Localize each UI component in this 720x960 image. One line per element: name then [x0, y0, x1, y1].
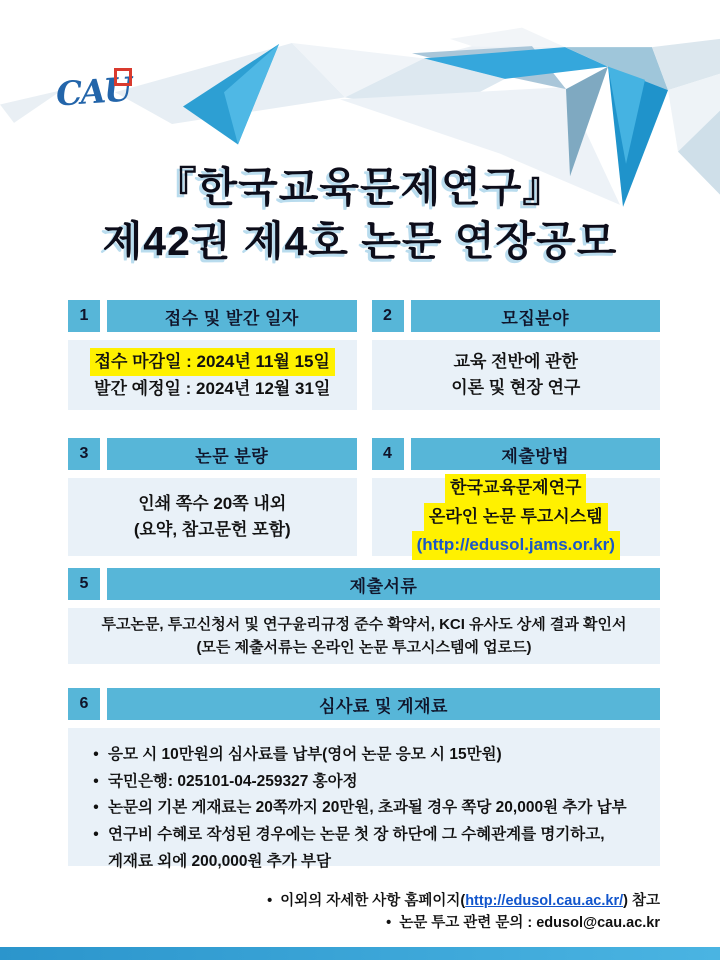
cau-logo: [54, 69, 146, 120]
section-number: 1: [68, 300, 100, 332]
bullet-icon: •: [386, 915, 392, 932]
cau-logo-text: CAU: [54, 69, 132, 114]
deadline-highlight: 접수 마감일 : 2024년 11월 15일: [90, 348, 335, 376]
section-number: 3: [68, 438, 100, 470]
system-desc-highlight: 온라인 논문 투고시스템: [424, 503, 608, 531]
section-number: 6: [68, 688, 100, 720]
fee-bullet: • 응모 시 10만원의 심사료를 납부(영어 논문 응모 시 15만원): [84, 742, 644, 769]
bullet-icon: •: [93, 746, 99, 763]
bullet-icon: •: [93, 799, 99, 817]
section-submission-method: [372, 438, 661, 556]
fee-bullet-continuation: 게재료 외에 200,000원 추가 부담: [108, 852, 331, 870]
footer-line-contact: [68, 912, 660, 934]
section-research-field: [372, 300, 661, 410]
bullet-icon: •: [93, 772, 99, 790]
section-title: 논문 분량: [107, 438, 357, 470]
content-line: 인쇄 쪽수 20쪽 내외: [138, 493, 287, 513]
section-body: [372, 478, 661, 556]
content-line: 투고논문, 투고신청서 및 연구윤리규정 준수 확약서, KCI 유사도 상세 결과 확인서: [101, 615, 627, 633]
section-title: 접수 및 발간 일자: [107, 300, 357, 332]
bottom-accent-bar: [0, 947, 720, 960]
bullet-icon: •: [267, 893, 273, 909]
section-number: 5: [68, 568, 100, 600]
system-name-highlight: 한국교육문제연구: [445, 474, 586, 502]
contact-email-text: 논문 투고 관련 문의 : edusol@cau.ac.kr: [399, 915, 660, 932]
content-line: 교육 전반에 관한: [453, 351, 578, 371]
section-title: 제출서류: [107, 568, 660, 600]
section-number: 4: [372, 438, 404, 470]
fee-bullet: • 국민은행: 025101-04-259327 홍아정: [84, 769, 644, 796]
section-body: [68, 608, 660, 664]
content-line: 이론 및 현장 연구: [451, 378, 581, 397]
homepage-link[interactable]: http://edusol.cau.ac.kr/: [465, 893, 624, 909]
footer-line-homepage: • 이외의 자세한 사항 홈페이지(http://edusol.cau.ac.kr/) 참고: [68, 890, 660, 912]
section-required-documents: [68, 568, 660, 664]
section-title: 제출방법: [411, 438, 661, 470]
logo-red-square-icon: [114, 68, 132, 86]
content-line: (요약, 참고문헌 포함): [133, 520, 291, 539]
footer-notes: [68, 890, 660, 935]
content-column: [68, 300, 660, 935]
page-title: [0, 160, 720, 268]
content-line: (모든 제출서류는 온라인 논문 투고시스템에 업로드): [196, 639, 532, 656]
section-body: [68, 478, 357, 556]
title-line-2: 제42권 제4호 논문 연장공모: [102, 218, 618, 265]
section-body: [68, 728, 660, 870]
section-title: 모집분야: [411, 300, 661, 332]
fee-bullet: • 논문의 기본 게재료는 20쪽까지 20만원, 초과될 경우 쪽당 20,000원 추가 납부: [84, 795, 644, 822]
section-body: [68, 340, 357, 410]
submission-system-link[interactable]: (http://edusol.jams.or.kr): [412, 531, 620, 559]
section-body: [372, 340, 661, 410]
publish-date-line: 발간 예정일 : 2024년 12월 31일: [94, 379, 331, 398]
title-line-1: 『한국교육문제연구』: [155, 164, 565, 210]
section-title: 심사료 및 게재료: [107, 688, 660, 720]
bullet-icon: •: [93, 825, 99, 843]
section-paper-length: [68, 438, 357, 556]
section-number: 2: [372, 300, 404, 332]
section-fees: [68, 688, 660, 870]
section-reception-dates: [68, 300, 357, 410]
fee-bullet: • 연구비 수혜로 작성된 경우에는 논문 첫 장 하단에 그 수혜관계를 명기하고,: [84, 822, 644, 849]
